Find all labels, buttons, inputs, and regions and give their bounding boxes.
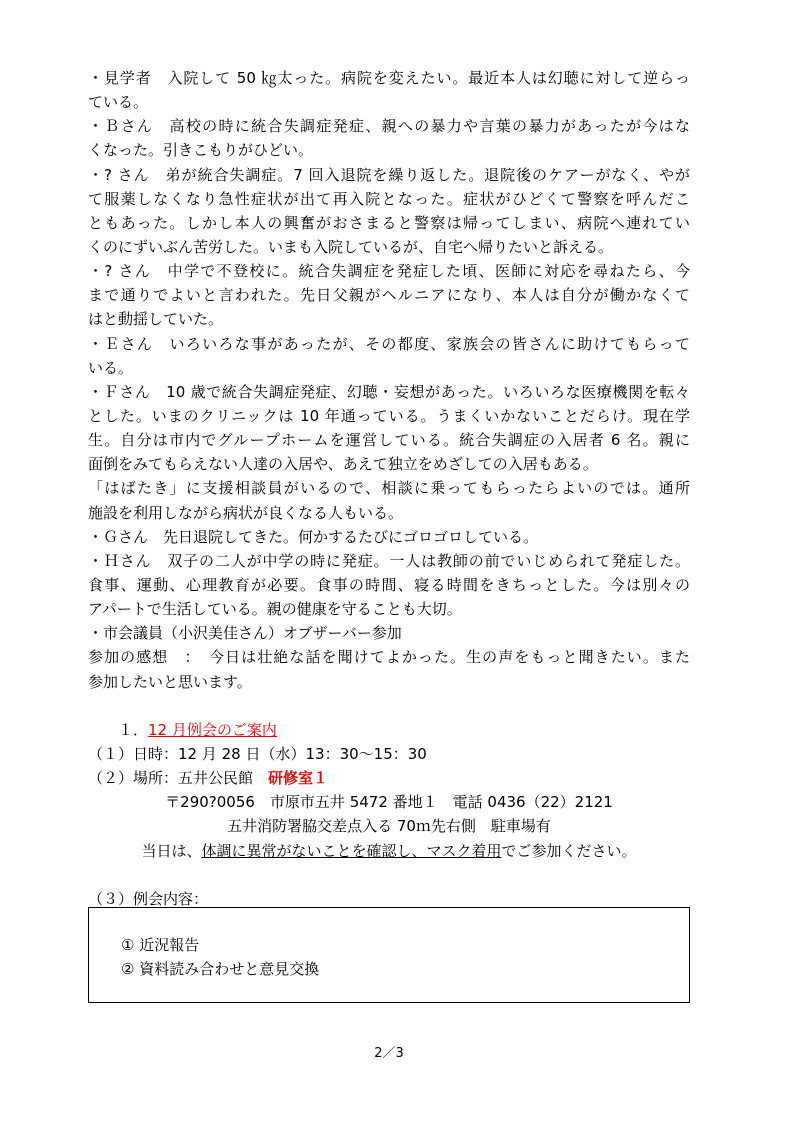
caution-text-post: でご参加ください。 [501,841,637,860]
notice-heading [88,718,690,742]
notice-directions: 五井消防署脇交差点入る 70ｍ先右側 駐車場有 [227,817,551,836]
report-line: ・Ｆさん 10 歳で統合失調症発症、幻聴・妄想があった。いろいろな医療機関を転々 [88,382,690,401]
spacer [88,694,690,718]
notice-date: （１）日時：12 月 28 日（水）13：30～15：30 [88,744,427,763]
report-line: くなった。引きこもりがひどい。 [88,141,314,160]
report-line: アパートで生活している。親の健康を守ることも大切。 [88,600,462,619]
report-line: くのにずいぶん苦労した。いまも入院しているが、自宅へ帰りたいと訴える。 [88,237,614,256]
report-line: とした。いまのクリニックは 10 年通っている。うまくいかないことだらけ。現在学 [88,406,690,425]
report-line: ・? さん 中学で不登校に。統合失調症を発症した頃、医師に対応を尋ねたら、今 [88,262,690,281]
caution-text-underlined: 体調に異常がないことを確認し、マスク着用 [201,841,502,860]
notice-heading-title: 12 月例会のご案内 [148,720,277,739]
report-line: まで通りでよいと言われた。先日父親がヘルニアになり、本人は自分が働かなくて [88,286,690,305]
report-line: 参加したいと思います。 [88,672,252,691]
report-line: ・? さん 弟が統合失調症。7 回入退院を繰り返した。退院後のケアーがなく、やが [88,165,690,184]
agenda-item: ② 資料読み合わせと意見交換 [121,960,320,979]
agenda-box [88,907,690,1003]
report-line: ・市会議員（小沢美佳さん）オブザーバー参加 [88,624,402,643]
notice-content-label: （３）例会内容： [88,889,209,908]
notice-address: 〒290?0056 市原市五井 5472 番地１ 電話 0436（22）2121 [165,793,613,812]
report-line: ・Ｅさん いろいろな事があったが、その都度、家族会の皆さんに助けてもらって [88,334,690,353]
report-line: 施設を利用しながら病状が良くなる人もいる。 [88,503,404,522]
report-line: 参加の感想 ： 今日は壮絶な話を聞けてよかった。生の声をもっと聞きたい。また [88,648,690,667]
report-line: て服薬しなくなり急性症状が出て再入院となった。症状がひどくて警察を呼んだこ [88,189,690,208]
notice-place-text: （２）場所：五井公民館 [88,769,269,788]
report-line: 「はばたき」に支援相談員がいるので、相談に乗ってもらったらよいのでは。通所 [88,479,690,498]
report-line: ともあった。しかし本人の興奮がおさまると警察は帰ってしまい、病院へ連れてい [88,213,690,232]
agenda-item: ① 近況報告 [121,935,200,954]
report-line: 生。自分は市内でグループホームを運営している。統合失調症の入居者 6 名。親に [88,431,690,450]
report-line: ・Ｂさん 高校の時に統合失調症発症、親への暴力や言葉の暴力があったが今はな [88,117,690,136]
report-line: ている。 [88,93,149,112]
notice-heading-number: １． [118,720,149,739]
spacer [88,863,690,887]
meeting-notice [88,718,690,1003]
document-page [88,66,690,1003]
notice-place-room: 研修室１ [268,769,329,788]
page-number: 2／3 [374,1046,404,1061]
agenda-list [89,908,689,981]
report-line: 食事、運動、心理教育が必要。食事の時間、寝る時間をきちっとした。今は別々の [88,575,690,594]
report-line: 面倒をみてもらえない人達の入居や、あえて独立をめざしての入居もある。 [88,455,598,474]
report-line: いる。 [88,358,134,377]
caution-text-pre: 当日は、 [141,841,202,860]
report-line: ・Ｈさん 双子の二人が中学の時に発症。一人は教師の前でいじめられて発症した。 [88,551,690,570]
report-line: ・見学者 入院して 50 ㎏太った。病院を変えたい。最近本人は幻聴に対して逆らっ [88,69,690,87]
notice-place [88,766,690,790]
report-line: ・Ｇさん 先日退院してきた。何かするたびにゴロゴロしている。 [88,527,539,546]
meeting-report [88,66,690,694]
notice-caution [88,839,690,863]
report-line: はと動揺していた。 [88,310,224,329]
